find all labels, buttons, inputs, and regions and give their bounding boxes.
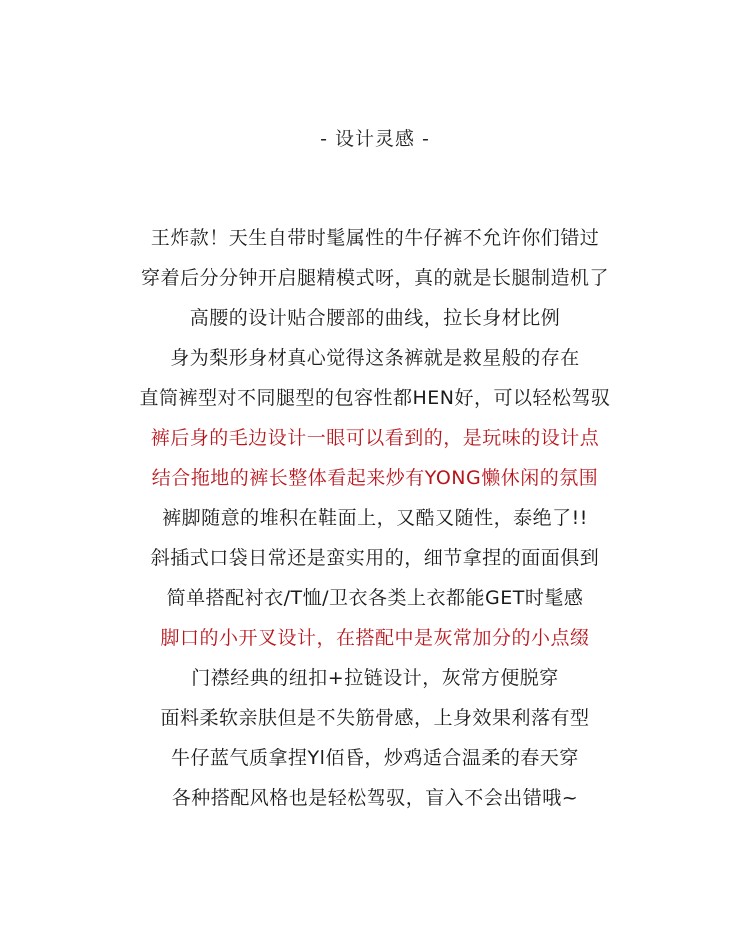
text-line: 王炸款！天生自带时髦属性的牛仔裤不允许你们错过 (150, 227, 600, 249)
text-line: 斜插式口袋日常还是蛮实用的，细节拿捏的面面俱到 (150, 547, 600, 569)
text-line: 穿着后分分钟开启腿精模式呀，真的就是长腿制造机了 (140, 267, 609, 289)
highlight-line: 脚口的小开叉设计，在搭配中是灰常加分的小点缀 (160, 627, 590, 649)
design-inspiration-text (0, 218, 750, 818)
text-line: 面料柔软亲肤但是不失筋骨感，上身效果利落有型 (160, 707, 590, 729)
highlight-line: 裤后身的毛边设计一眼可以看到的，是玩味的设计点 (150, 427, 600, 449)
text-line: 牛仔蓝气质拿捏Yl佰昏，炒鸡适合温柔的春天穿 (171, 747, 579, 769)
text-line: 身为梨形身材真心觉得这条裤就是救星般的存在 (170, 347, 580, 369)
text-line: 裤脚随意的堆积在鞋面上，又酷又随性，泰绝了!! (162, 507, 588, 529)
text-line: 高腰的设计贴合腰部的曲线，拉长身材比例 (189, 307, 561, 329)
text-line: 直筒裤型对不同腿型的包容性都HEN好，可以轻松驾驭 (139, 387, 611, 409)
text-line: 简单搭配衬衣/T恤/卫衣各类上衣都能GET时髦感 (166, 587, 584, 609)
section-title: - 设计灵感 - (320, 128, 430, 150)
text-line: 门襟经典的纽扣+拉链设计，灰常方便脱穿 (191, 667, 559, 689)
text-line: 各种搭配风格也是轻松驾驭，盲入不会出错哦~ (171, 787, 579, 809)
highlight-line: 结合拖地的裤长整体看起来炒有YONG懒休闲的氛围 (151, 467, 599, 489)
